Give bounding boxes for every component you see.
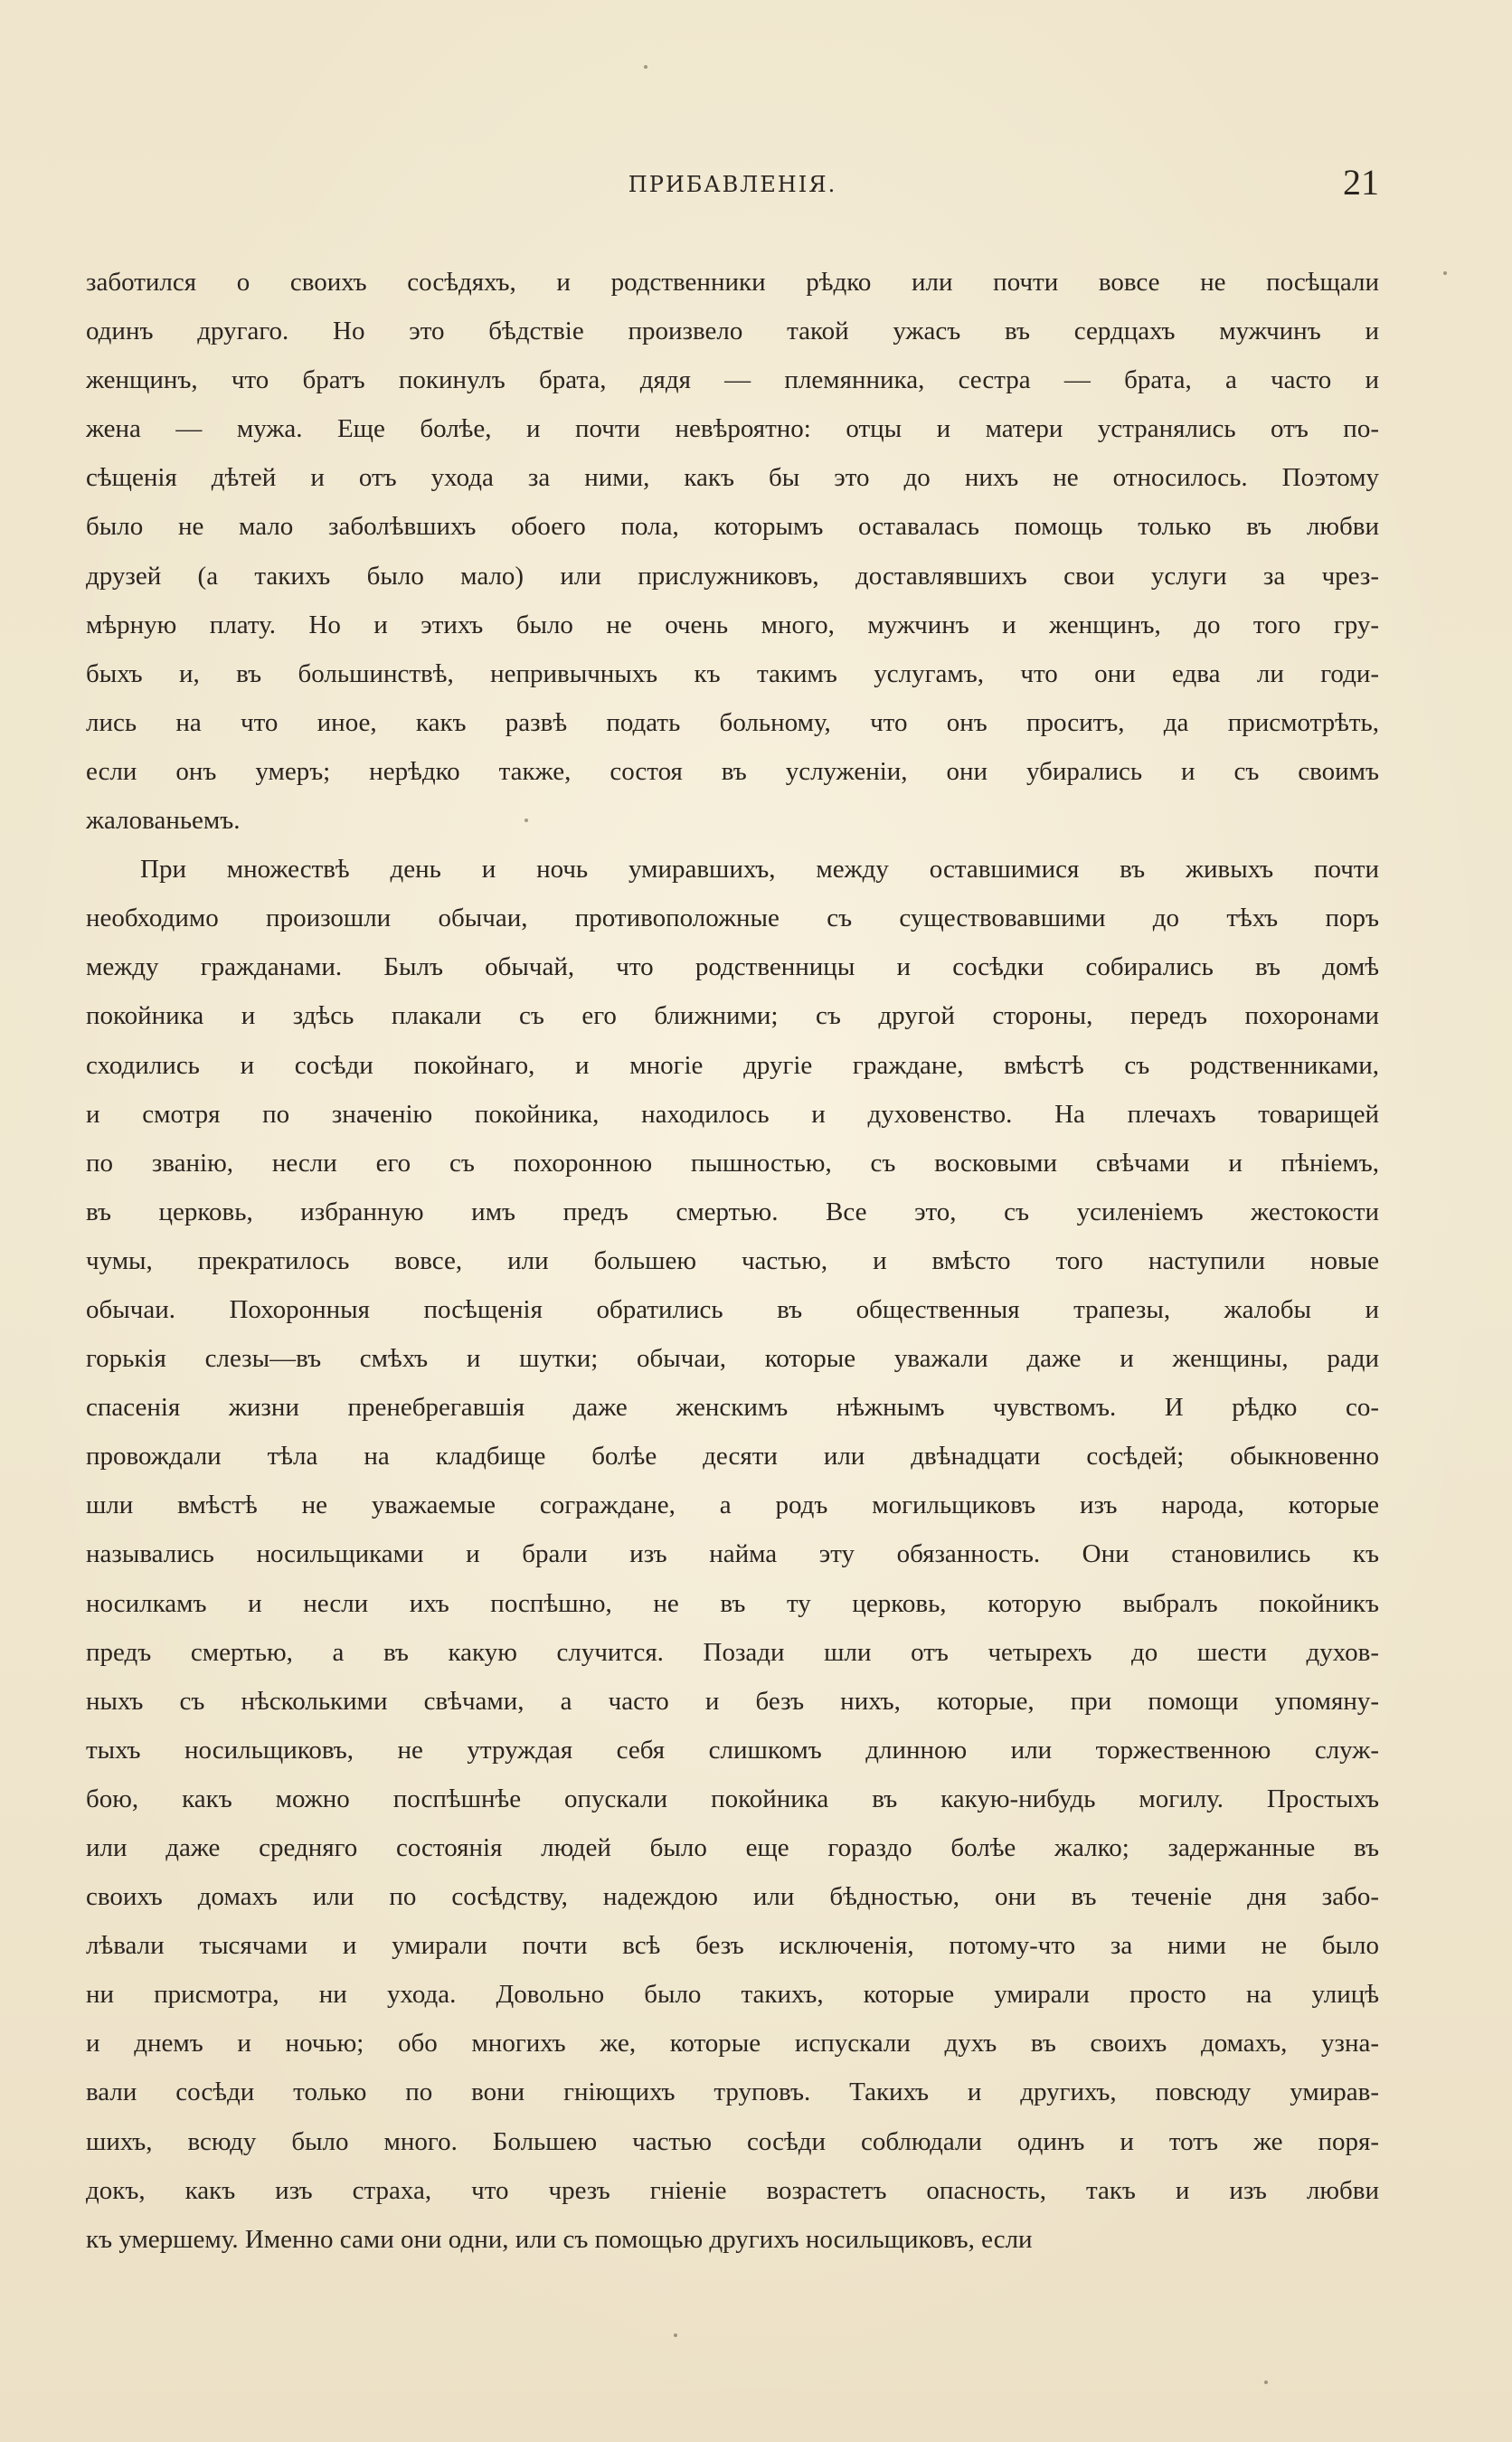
text-line: тыхъ носильщиковъ, не утруждая себя слишкомъ длинною или торжественною служ- <box>86 1735 1379 1765</box>
text-line: или даже средняго состоянія людей было еще гораздо болѣе жалко; задержанные въ <box>86 1833 1379 1862</box>
text-line: шихъ, всюду было много. Большею частью сосѣди соблюдали одинъ и тотъ же поря- <box>86 2126 1379 2156</box>
page-number: 21 <box>1343 162 1379 203</box>
text-line: жена — мужа. Еще болѣе, и почти невѣроятно: отцы и матери устранялись отъ по- <box>86 414 1379 444</box>
text-line: и днемъ и ночью; обо многихъ же, которые испускали духъ въ своихъ домахъ, узна- <box>86 2029 1379 2059</box>
text-line: лись на что иное, какъ развѣ подать больному, что онъ проситъ, да присмотрѣть, <box>86 707 1379 737</box>
text-line: чумы, прекратилось вовсе, или большею частью, и вмѣсто того наступили новые <box>86 1245 1379 1275</box>
text-line: предъ смертью, а въ какую случится. Позади шли отъ четырехъ до шести духов- <box>86 1637 1379 1667</box>
text-line: сѣщенія дѣтей и отъ ухода за ними, какъ бы это до нихъ не относилось. Поэтому <box>86 463 1379 493</box>
body-text <box>86 258 1379 2264</box>
text-line: необходимо произошли обычаи, противоположные съ существовавшими до тѣхъ поръ <box>86 904 1379 933</box>
text-line: докъ, какъ изъ страха, что чрезъ гніеніе возрастетъ опасность, такъ и изъ любви <box>86 2175 1379 2205</box>
paper-speck <box>1264 2380 1268 2384</box>
paragraph <box>86 258 1379 845</box>
text-line: своихъ домахъ или по сосѣдству, надеждою или бѣдностью, они въ теченіе дня забо- <box>86 1882 1379 1912</box>
text-line: назывались носильщиками и брали изъ найма эту обязанность. Они становились къ <box>86 1539 1379 1569</box>
text-line: сходились и сосѣди покойнаго, и многіе другіе граждане, вмѣстѣ съ родственниками, <box>86 1050 1379 1080</box>
text-line: и смотря по значенію покойника, находилось и духовенство. На плечахъ товарищей <box>86 1099 1379 1129</box>
paper-speck <box>524 819 528 822</box>
text-line: быхъ и, въ большинствѣ, непривычныхъ къ такимъ услугамъ, что они едва ли годи- <box>86 658 1379 688</box>
text-line: жалованьемъ. <box>86 806 241 836</box>
text-line: между гражданами. Былъ обычай, что родственницы и сосѣдки собирались въ домѣ <box>86 952 1379 982</box>
text-line: шли вмѣстѣ не уважаемые сограждане, а родъ могильщиковъ изъ народа, которые <box>86 1491 1379 1520</box>
running-title: ПРИБАВЛЕНІЯ. <box>628 172 837 197</box>
text-line: къ умершему. Именно сами они одни, или съ помощью другихъ носильщиковъ, если <box>86 2224 1033 2254</box>
text-line: заботился о своихъ сосѣдяхъ, и родственники рѣдко или почти вовсе не посѣщали <box>86 268 1379 297</box>
text-line: если онъ умеръ; нерѣдко также, состоя въ услуженіи, они убирались и съ своимъ <box>86 756 1379 786</box>
paper-speck <box>1443 271 1447 275</box>
text-line: мѣрную плату. Но и этихъ было не очень много, мужчинъ и женщинъ, до того гру- <box>86 610 1379 639</box>
text-line: вали сосѣди только по вони гніющихъ труповъ. Такихъ и другихъ, повсюду умирав- <box>86 2078 1379 2107</box>
paper-speck <box>674 2333 677 2337</box>
text-line: обычаи. Похоронныя посѣщенія обратились въ общественныя трапезы, жалобы и <box>86 1294 1379 1324</box>
text-line: провождали тѣла на кладбище болѣе десяти или двѣнадцати сосѣдей; обыкновенно <box>86 1442 1379 1472</box>
text-line: по званію, несли его съ похоронною пышностью, съ восковыми свѣчами и пѣніемъ, <box>86 1148 1379 1178</box>
text-line: бою, какъ можно поспѣшнѣе опускали покойника въ какую-нибудь могилу. Простыхъ <box>86 1784 1379 1813</box>
text-line: одинъ другаго. Но это бѣдствіе произвело такой ужасъ въ сердцахъ мужчинъ и <box>86 317 1379 346</box>
text-line: было не мало заболѣвшихъ обоего пола, которымъ оставалась помощь только въ любви <box>86 512 1379 542</box>
text-line: покойника и здѣсь плакали съ его ближними; съ другой стороны, передъ похоронами <box>86 1001 1379 1031</box>
text-line: спасенія жизни пренебрегавшія даже женскимъ нѣжнымъ чувствомъ. И рѣдко со- <box>86 1393 1379 1423</box>
text-line: лѣвали тысячами и умирали почти всѣ безъ исключенія, потому-что за ними не было <box>86 1931 1379 1961</box>
paper-speck <box>644 65 647 69</box>
running-head <box>86 161 1379 215</box>
text-line: ныхъ съ нѣсколькими свѣчами, а часто и безъ нихъ, которые, при помощи упомяну- <box>86 1686 1379 1716</box>
text-line: друзей (а такихъ было мало) или прислужниковъ, доставлявшихъ свои услуги за чрез- <box>86 561 1379 591</box>
text-line: При множествѣ день и ночь умиравшихъ, между оставшимися въ живыхъ почти <box>140 855 1379 885</box>
text-line: носилкамъ и несли ихъ поспѣшно, не въ ту церковь, которую выбралъ покойникъ <box>86 1588 1379 1618</box>
text-line: ни присмотра, ни ухода. Довольно было такихъ, которые умирали просто на улицѣ <box>86 1980 1379 2010</box>
text-line: женщинъ, что братъ покинулъ брата, дядя — племянника, сестра — брата, а часто и <box>86 365 1379 395</box>
text-line: въ церковь, избранную имъ предъ смертью. Все это, съ усиленіемъ жестокости <box>86 1197 1379 1226</box>
text-line: горькія слезы—въ смѣхъ и шутки; обычаи, которые уважали даже и женщины, ради <box>86 1344 1379 1374</box>
paragraph <box>86 845 1379 2264</box>
